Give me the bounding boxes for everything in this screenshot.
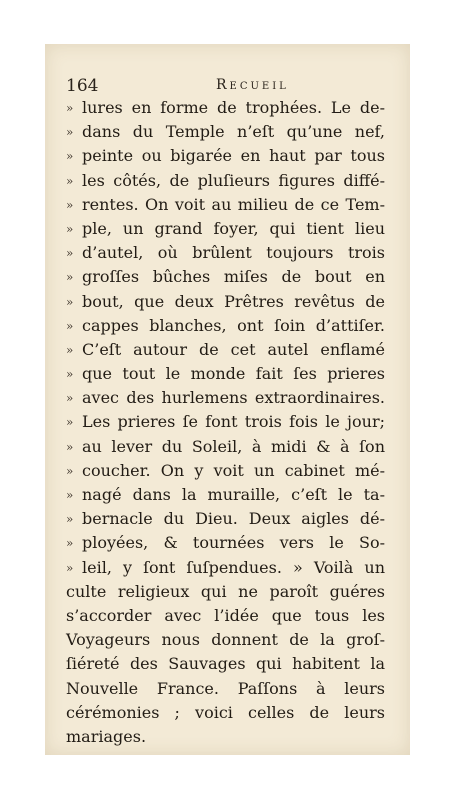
text-line (66, 580, 386, 604)
line-text: ployées, & tournées vers le So- (82, 533, 385, 553)
running-title: Recueil (216, 77, 289, 93)
quotation-mark: » (66, 439, 74, 454)
quotation-mark: » (66, 488, 74, 502)
text-line (66, 290, 386, 314)
text-line (66, 556, 386, 580)
quotation-mark: » (66, 197, 74, 212)
text-line (66, 459, 386, 483)
line-text: bernacle du Dieu. Deux aigles dé- (82, 509, 385, 529)
line-text: Voyageurs nous donnent de la groſ- (66, 630, 385, 650)
line-text: les côtés, de pluſieurs figures diffé- (82, 170, 385, 190)
line-text: s’accorder avec l’idée que tous les (66, 605, 385, 625)
line-text: groſſes bûches miſes de bout en (82, 267, 385, 287)
line-text: leil, y ſont ſuſpendues. » Voilà un (82, 557, 385, 577)
text-line (66, 483, 386, 507)
quotation-mark: » (66, 270, 74, 285)
line-text: avec des hurlemens extraordinaires. (82, 388, 385, 408)
quotation-mark: » (66, 246, 74, 261)
text-line (66, 507, 386, 531)
text-line (66, 410, 386, 434)
line-text: ple, un grand foyer, qui tient lieu (82, 218, 385, 238)
text-line (66, 604, 386, 628)
text-line (66, 435, 386, 459)
text-line (66, 362, 386, 386)
quotation-mark: » (66, 173, 74, 188)
line-text: C’eſt autour de cet autel enflamé (82, 339, 385, 359)
text-line (66, 725, 386, 749)
line-text: d’autel, où brûlent toujours trois (82, 243, 385, 263)
page-number: 164 (66, 76, 99, 96)
text-line (66, 531, 386, 555)
line-text: rentes. On voit au milieu de ce Tem- (82, 194, 385, 214)
line-text: Les prieres ſe font trois fois le jour; (82, 412, 385, 432)
quotation-mark: » (66, 101, 74, 115)
text-line (66, 265, 386, 289)
quotation-mark: » (66, 367, 74, 382)
text-line (66, 386, 386, 410)
text-line (66, 193, 386, 217)
text-line (66, 169, 386, 193)
line-text: cérémonies ; voici celles de leurs (66, 702, 385, 722)
line-text: coucher. On y voit un cabinet mé- (82, 460, 385, 480)
line-text: Nouvelle France. Paſſons à leurs (66, 678, 385, 698)
quotation-mark: » (66, 342, 74, 357)
text-line (66, 96, 386, 120)
text-line (66, 241, 386, 265)
text-line (66, 628, 386, 652)
quotation-mark: » (66, 221, 74, 236)
quotation-mark: » (66, 149, 74, 164)
quotation-mark: » (66, 415, 74, 430)
line-text: au lever du Soleil, à midi & à ſon (82, 436, 385, 456)
line-text: dans du Temple n’eſt qu’une nef, (82, 122, 385, 142)
quotation-mark: » (66, 560, 74, 575)
line-text: culte religieux qui ne paroît guéres (66, 581, 385, 601)
page-header (66, 76, 366, 96)
line-text: lures en forme de trophées. Le de- (82, 98, 385, 117)
text-line (66, 701, 386, 725)
quotation-mark: » (66, 125, 74, 140)
line-text: que tout le monde fait ſes prieres (82, 364, 385, 384)
text-line (66, 217, 386, 241)
quotation-mark: » (66, 512, 74, 527)
text-line (66, 338, 386, 362)
quotation-mark: » (66, 391, 74, 406)
text-line (66, 314, 386, 338)
quotation-mark: » (66, 536, 74, 551)
line-text: peinte ou bigarée en haut par tous (82, 146, 385, 166)
quotation-mark: » (66, 318, 74, 333)
quotation-mark: » (66, 294, 74, 309)
text-line (66, 120, 386, 144)
line-text: nagé dans la muraille, c’eſt le ta- (82, 485, 385, 504)
line-text: cappes blanches, ont ſoin d’attiſer. (82, 315, 385, 335)
text-line (66, 144, 386, 168)
line-text: bout, que deux Prêtres revêtus de (82, 291, 385, 311)
text-line (66, 652, 386, 676)
quotation-mark: » (66, 463, 74, 478)
line-text: ſiéreté des Sauvages qui habitent la (66, 654, 385, 674)
line-text: mariages. (66, 726, 147, 746)
page-body-text (66, 96, 386, 749)
text-line (66, 677, 386, 701)
